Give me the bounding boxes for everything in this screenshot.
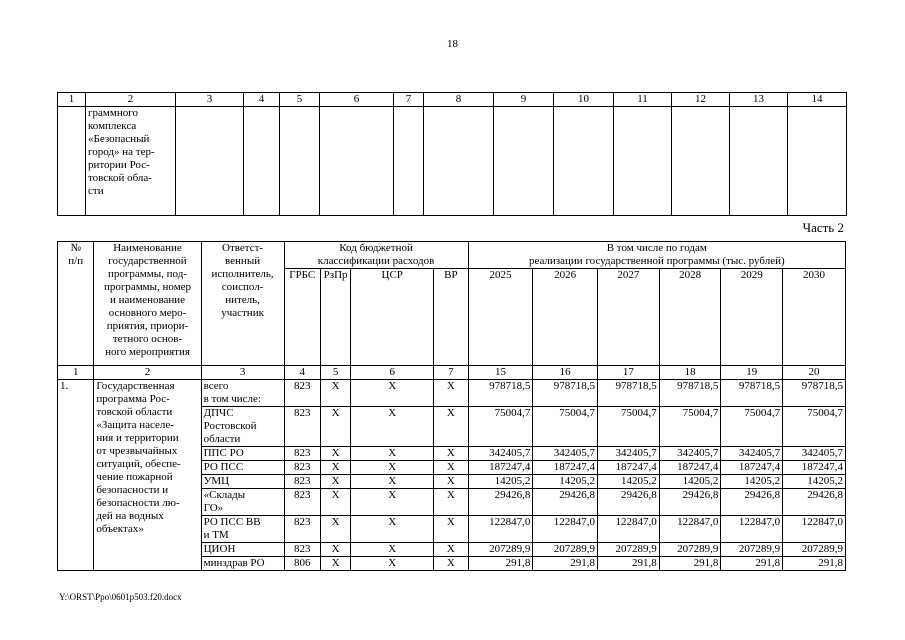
vr-cell: Х	[434, 557, 468, 571]
year-value-cell: 187247,4	[783, 461, 846, 475]
header-rzpr: РзПр	[320, 269, 350, 366]
year-value-cell: 122847,0	[783, 516, 846, 543]
column-number-row	[58, 93, 847, 107]
header-name: Наименование государственной программы, под- программы, номер и наименование основного меро- приятия, приори- тетного основ- ного мероприятия	[94, 242, 201, 366]
csr-cell: Х	[351, 475, 434, 489]
vr-cell: Х	[434, 447, 468, 461]
grbs-cell: 823	[284, 447, 320, 461]
column-number: 11	[614, 93, 672, 107]
year-value-cell: 14205,2	[659, 475, 721, 489]
csr-cell: Х	[351, 489, 434, 516]
header-no: № п/п	[58, 242, 94, 366]
year-value-cell: 122847,0	[598, 516, 660, 543]
vr-cell: Х	[434, 461, 468, 475]
year-value-cell: 187247,4	[721, 461, 783, 475]
column-number: 10	[554, 93, 614, 107]
header-year: 2027	[598, 269, 660, 366]
year-value-cell: 342405,7	[783, 447, 846, 461]
vr-cell: Х	[434, 489, 468, 516]
rzpr-cell: Х	[320, 447, 350, 461]
column-number: 2	[86, 93, 176, 107]
executor-cell: ЦИОН	[201, 543, 284, 557]
year-value-cell: 75004,7	[659, 407, 721, 447]
year-value-cell: 29426,8	[659, 489, 721, 516]
column-number: 6	[351, 366, 434, 380]
rzpr-cell: Х	[320, 489, 350, 516]
year-value-cell: 14205,2	[783, 475, 846, 489]
rzpr-cell: Х	[320, 380, 350, 407]
year-value-cell: 29426,8	[721, 489, 783, 516]
header-years-title: В том числе по годам реализации государственной программы (тыс. рублей)	[468, 242, 845, 269]
grbs-cell: 823	[284, 475, 320, 489]
vr-cell: Х	[434, 543, 468, 557]
year-value-cell: 291,8	[598, 557, 660, 571]
rzpr-cell: Х	[320, 516, 350, 543]
column-number: 3	[201, 366, 284, 380]
column-number: 18	[659, 366, 721, 380]
year-value-cell: 75004,7	[468, 407, 533, 447]
year-value-cell: 29426,8	[598, 489, 660, 516]
year-value-cell: 122847,0	[721, 516, 783, 543]
executor-cell: РО ПСС	[201, 461, 284, 475]
header-budget-code: Код бюджетной классификации расходов	[284, 242, 468, 269]
year-value-cell: 187247,4	[598, 461, 660, 475]
year-value-cell: 122847,0	[533, 516, 598, 543]
year-value-cell: 75004,7	[783, 407, 846, 447]
year-value-cell: 978718,5	[721, 380, 783, 407]
column-number: 19	[721, 366, 783, 380]
executor-cell: ППС РО	[201, 447, 284, 461]
column-number: 20	[783, 366, 846, 380]
year-value-cell: 14205,2	[468, 475, 533, 489]
year-value-cell: 187247,4	[533, 461, 598, 475]
table-row	[58, 380, 846, 407]
year-value-cell: 978718,5	[659, 380, 721, 407]
header-year: 2030	[783, 269, 846, 366]
year-value-cell: 207289,9	[533, 543, 598, 557]
file-path-footer: Y:\ORST\Ppo\0601p503.f20.docx	[59, 592, 182, 602]
year-value-cell: 978718,5	[533, 380, 598, 407]
year-value-cell: 342405,7	[468, 447, 533, 461]
header-grbs: ГРБС	[284, 269, 320, 366]
grbs-cell: 823	[284, 489, 320, 516]
page-number: 18	[447, 38, 458, 50]
item-name: Государственная программа Рос- товской области «Защита населе- ния и территории от чрезвычайных ситуаций, обеспе- чение пожарной безопасности и безопасности лю- дей на водных объектах»	[94, 380, 201, 571]
vr-cell: Х	[434, 380, 468, 407]
grbs-cell: 823	[284, 407, 320, 447]
header-year: 2029	[721, 269, 783, 366]
year-value-cell: 978718,5	[468, 380, 533, 407]
vr-cell: Х	[434, 407, 468, 447]
rzpr-cell: Х	[320, 461, 350, 475]
column-number: 17	[598, 366, 660, 380]
column-number: 13	[730, 93, 788, 107]
year-value-cell: 75004,7	[533, 407, 598, 447]
continuation-text: граммного комплекса «Безопасный город» на тер- ритории Рос- товской обла- сти	[86, 107, 176, 216]
column-number: 7	[434, 366, 468, 380]
year-value-cell: 75004,7	[598, 407, 660, 447]
year-value-cell: 14205,2	[721, 475, 783, 489]
header-vr: ВР	[434, 269, 468, 366]
year-value-cell: 342405,7	[598, 447, 660, 461]
csr-cell: Х	[351, 516, 434, 543]
header-csr: ЦСР	[351, 269, 434, 366]
year-value-cell: 14205,2	[533, 475, 598, 489]
header-year: 2026	[533, 269, 598, 366]
csr-cell: Х	[351, 380, 434, 407]
year-value-cell: 29426,8	[533, 489, 598, 516]
vr-cell: Х	[434, 475, 468, 489]
column-number: 15	[468, 366, 533, 380]
column-number: 12	[672, 93, 730, 107]
column-number-row	[58, 366, 846, 380]
year-value-cell: 207289,9	[598, 543, 660, 557]
column-number: 9	[494, 93, 554, 107]
rzpr-cell: Х	[320, 557, 350, 571]
year-value-cell: 978718,5	[783, 380, 846, 407]
column-number: 3	[176, 93, 244, 107]
csr-cell: Х	[351, 461, 434, 475]
column-number: 5	[320, 366, 350, 380]
year-value-cell: 291,8	[783, 557, 846, 571]
executor-cell: всего в том числе:	[201, 380, 284, 407]
year-value-cell: 187247,4	[468, 461, 533, 475]
vr-cell: Х	[434, 516, 468, 543]
column-number: 1	[58, 366, 94, 380]
year-value-cell: 342405,7	[721, 447, 783, 461]
header-row-1	[58, 242, 846, 269]
continuation-table	[57, 92, 847, 216]
column-number: 1	[58, 93, 86, 107]
executor-cell: ДПЧС Ростовской области	[201, 407, 284, 447]
executor-cell: УМЦ	[201, 475, 284, 489]
csr-cell: Х	[351, 407, 434, 447]
year-value-cell: 978718,5	[598, 380, 660, 407]
year-value-cell: 291,8	[533, 557, 598, 571]
year-value-cell: 342405,7	[659, 447, 721, 461]
executor-cell: «Склады ГО»	[201, 489, 284, 516]
rzpr-cell: Х	[320, 407, 350, 447]
year-value-cell: 122847,0	[468, 516, 533, 543]
executor-cell: минздрав РО	[201, 557, 284, 571]
year-value-cell: 207289,9	[659, 543, 721, 557]
csr-cell: Х	[351, 557, 434, 571]
csr-cell: Х	[351, 447, 434, 461]
year-value-cell: 29426,8	[783, 489, 846, 516]
column-number: 7	[394, 93, 424, 107]
column-number: 14	[788, 93, 847, 107]
header-executor: Ответст- венный исполнитель, соиспол- нитель, участник	[201, 242, 284, 366]
column-number: 4	[244, 93, 280, 107]
year-value-cell: 291,8	[468, 557, 533, 571]
column-number: 8	[424, 93, 494, 107]
year-value-cell: 187247,4	[659, 461, 721, 475]
continuation-row	[58, 107, 847, 216]
year-value-cell: 207289,9	[468, 543, 533, 557]
column-number: 2	[94, 366, 201, 380]
year-value-cell: 122847,0	[659, 516, 721, 543]
executor-cell: РО ПСС ВВ и ТМ	[201, 516, 284, 543]
rzpr-cell: Х	[320, 543, 350, 557]
header-year: 2028	[659, 269, 721, 366]
csr-cell: Х	[351, 543, 434, 557]
year-value-cell: 207289,9	[783, 543, 846, 557]
column-number: 16	[533, 366, 598, 380]
grbs-cell: 806	[284, 557, 320, 571]
year-value-cell: 207289,9	[721, 543, 783, 557]
grbs-cell: 823	[284, 543, 320, 557]
item-number: 1.	[58, 380, 94, 571]
year-value-cell: 291,8	[721, 557, 783, 571]
part-title: Часть 2	[802, 220, 844, 235]
column-number: 5	[280, 93, 320, 107]
budget-table	[57, 241, 846, 571]
year-value-cell: 342405,7	[533, 447, 598, 461]
header-year: 2025	[468, 269, 533, 366]
grbs-cell: 823	[284, 461, 320, 475]
year-value-cell: 291,8	[659, 557, 721, 571]
rzpr-cell: Х	[320, 475, 350, 489]
year-value-cell: 75004,7	[721, 407, 783, 447]
year-value-cell: 29426,8	[468, 489, 533, 516]
column-number: 6	[320, 93, 394, 107]
year-value-cell: 14205,2	[598, 475, 660, 489]
grbs-cell: 823	[284, 380, 320, 407]
column-number: 4	[284, 366, 320, 380]
grbs-cell: 823	[284, 516, 320, 543]
